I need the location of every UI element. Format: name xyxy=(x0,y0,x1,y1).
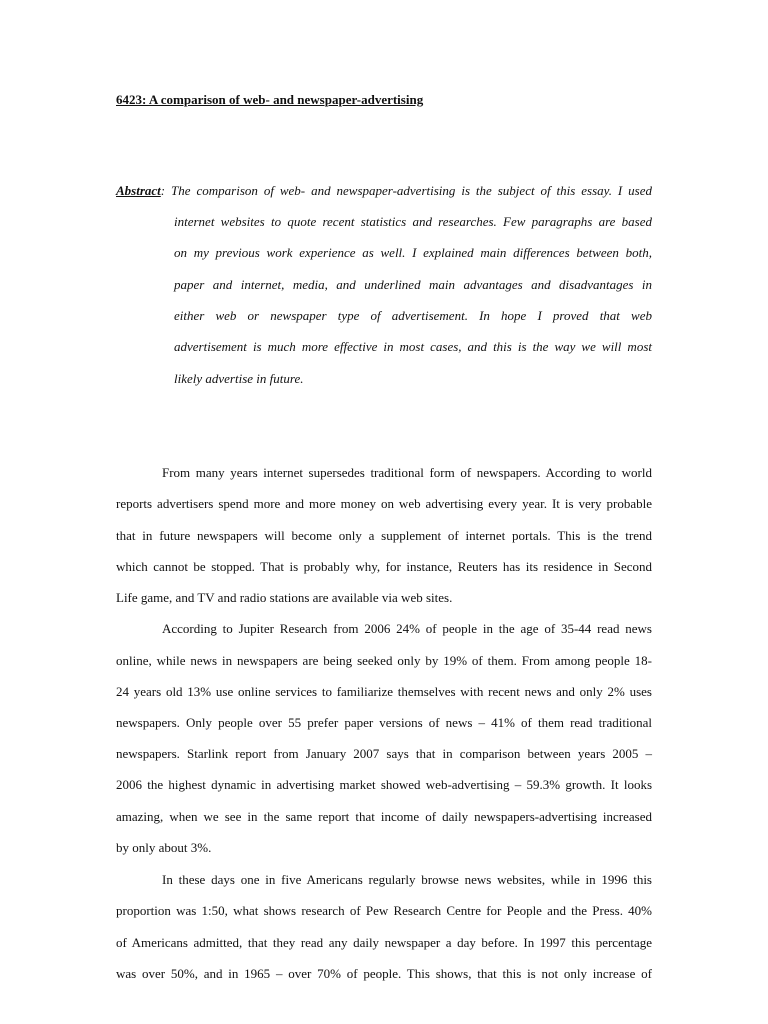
paragraph-line: From many years internet supersedes traditional form of newspapers. According to world xyxy=(162,465,652,480)
paragraph-line: amazing, when we see in the same report that income of daily newspapers-advertising increased xyxy=(116,809,652,824)
paragraph-line: proportion was 1:50, what shows research of Pew Research Centre for People and the Press. 40% xyxy=(116,903,652,918)
abstract-line: either web or newspaper type of advertisement. In hope I proved that web xyxy=(174,308,652,323)
paragraph-line: that in future newspapers will become only a supplement of internet portals. This is the trend xyxy=(116,528,652,543)
abstract-first-line-text: : The comparison of web- and newspaper-advertising is the subject of this essay. I used xyxy=(160,183,652,198)
paragraph-line: 2006 the highest dynamic in advertising market showed web-advertising – 59.3% growth. It looks xyxy=(116,777,652,792)
paragraph-line: by only about 3%. xyxy=(116,840,212,855)
paragraph-line: was over 50%, and in 1965 – over 70% of people. This shows, that this is not only increase of xyxy=(116,966,652,981)
document-title: 6423: A comparison of web- and newspaper-advertising xyxy=(116,92,424,107)
paragraph-line: newspapers. Starlink report from January 2007 says that in comparison between years 2005 – xyxy=(116,746,652,761)
paragraph-line: Life game, and TV and radio stations are available via web sites. xyxy=(116,590,453,605)
abstract-line: advertisement is much more effective in most cases, and this is the way we will most xyxy=(174,339,652,354)
abstract-line: likely advertise in future. xyxy=(174,371,304,386)
paragraph-line: newspapers. Only people over 55 prefer paper versions of news – 41% of them read traditional xyxy=(116,715,652,730)
abstract-line: on my previous work experience as well. I explained main differences between both, xyxy=(174,245,652,260)
paragraph-line: online, while news in newspapers are being seeked only by 19% of them. From among people 18- xyxy=(116,653,652,668)
paragraph-line: which cannot be stopped. That is probably why, for instance, Reuters has its residence in Second xyxy=(116,559,652,574)
abstract-line: paper and internet, media, and underlined main advantages and disadvantages in xyxy=(174,277,652,292)
paragraph-line: 24 years old 13% use online services to familiarize themselves with recent news and only 2% uses xyxy=(116,684,652,699)
abstract-line: internet websites to quote recent statistics and researches. Few paragraphs are based xyxy=(174,214,652,229)
paragraph-line: of Americans admitted, that they read any daily newspaper a day before. In 1997 this percentage xyxy=(116,935,652,950)
abstract-line xyxy=(116,183,652,199)
paragraph-line: reports advertisers spend more and more money on web advertising every year. It is very probable xyxy=(116,496,652,511)
abstract-label: Abstract xyxy=(116,183,161,198)
paragraph-line: In these days one in five Americans regularly browse news websites, while in 1996 this xyxy=(162,872,652,887)
paragraph-line: According to Jupiter Research from 2006 24% of people in the age of 35-44 read news xyxy=(162,621,652,636)
